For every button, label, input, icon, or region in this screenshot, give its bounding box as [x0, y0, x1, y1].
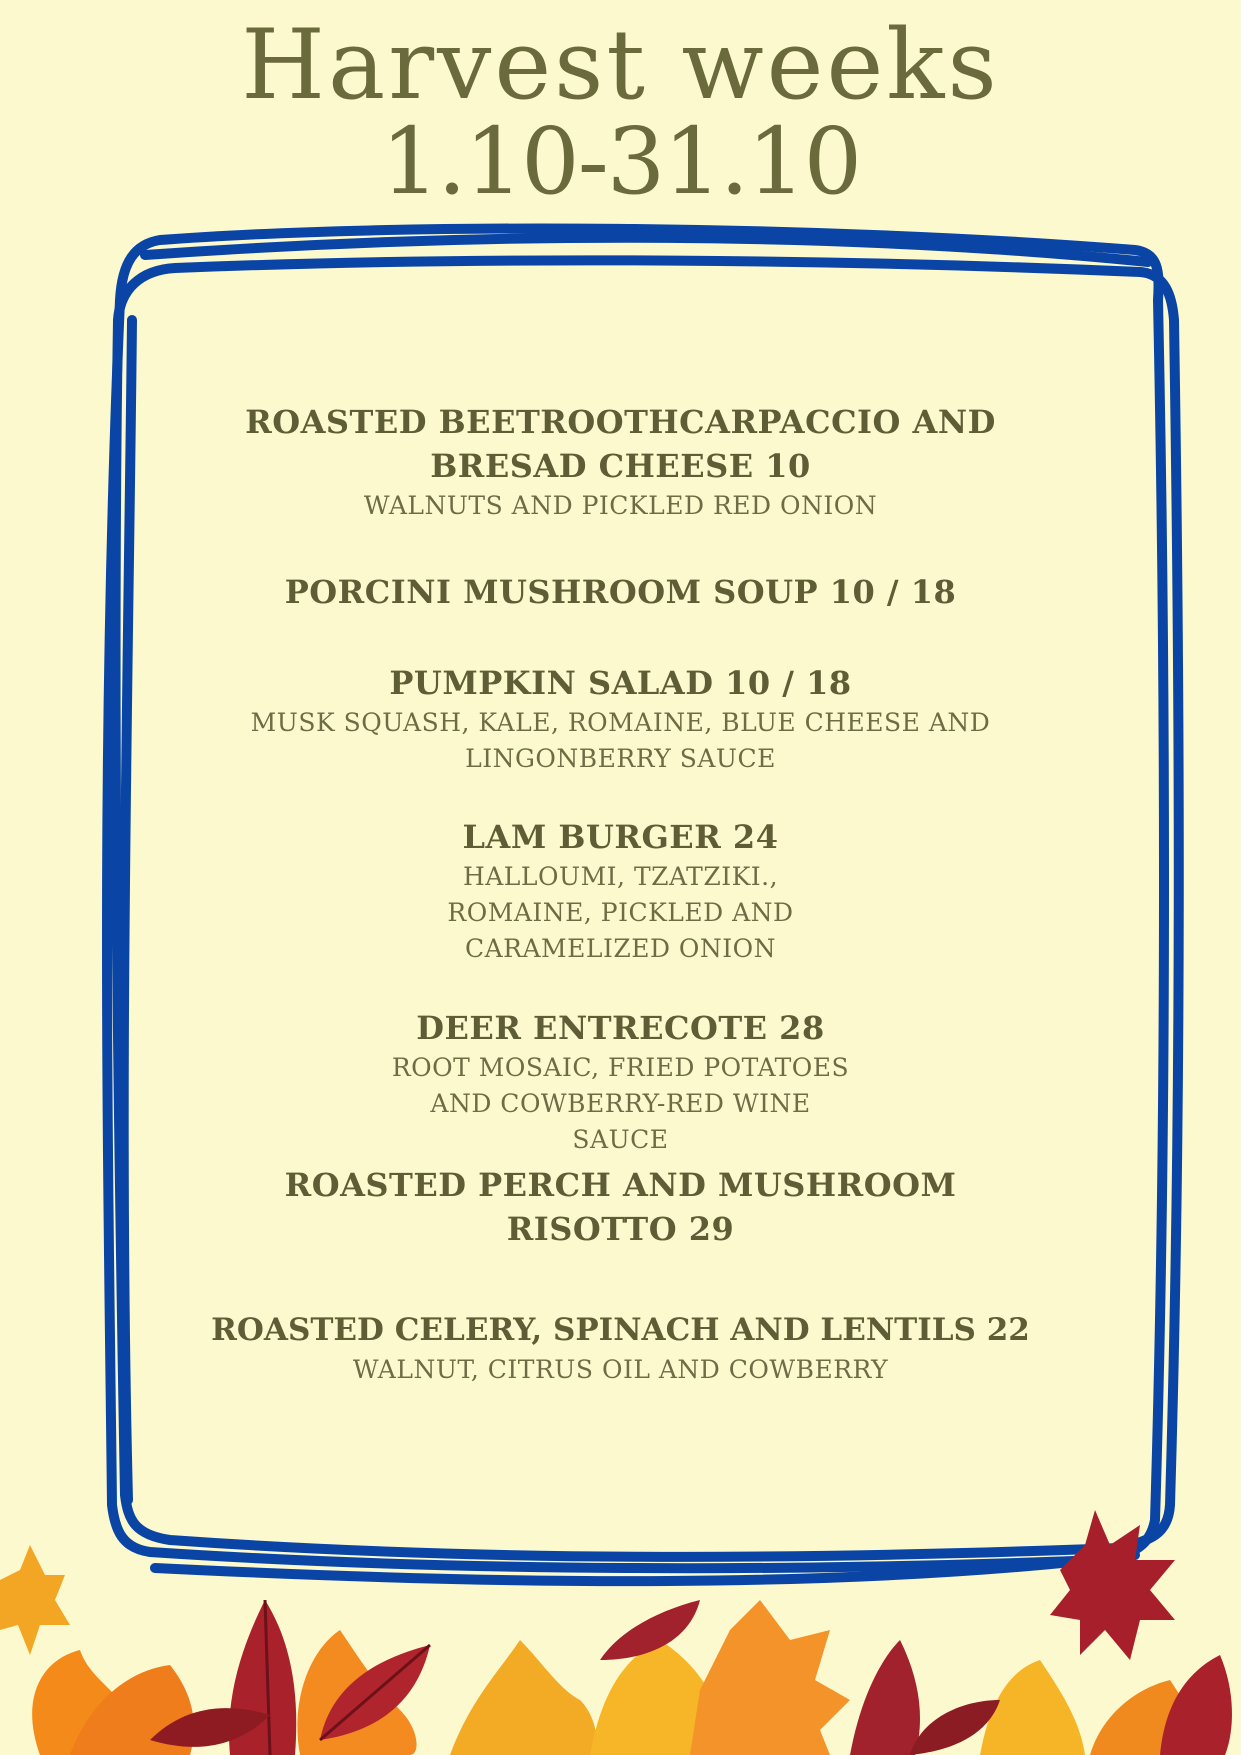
- menu-item-name: PORCINI MUSHROOM SOUP 10 / 18: [284, 573, 957, 611]
- maple-leaf-icon: [450, 1640, 597, 1755]
- menu-item-name: ROASTED BEETROOTHCARPACCIO AND BRESAD CHEESE 10: [245, 403, 996, 485]
- menu-item-name: LAM BURGER 24: [462, 818, 779, 856]
- menu-item-description: WALNUTS AND PICKLED RED ONION: [363, 491, 878, 520]
- red-leaf-icon: [850, 1640, 920, 1755]
- maple-leaf-icon: [1050, 1510, 1175, 1660]
- menu-item-description: HALLOUMI, TZATZIKI., ROMAINE, PICKLED AND CARAMELIZED ONION: [447, 862, 794, 963]
- menu-title: Harvest weeks: [241, 9, 1000, 121]
- menu-item-description: MUSK SQUASH, KALE, ROMAINE, BLUE CHEESE AND LINGONBERRY SAUCE: [250, 708, 991, 773]
- menu-dates: 1.10-31.10: [380, 108, 861, 215]
- menu-item-name: PUMPKIN SALAD 10 / 18: [389, 664, 852, 702]
- maple-leaf-icon: [0, 1545, 70, 1655]
- menu-item-name: ROASTED CELERY, SPINACH AND LENTILS 22: [211, 1312, 1030, 1348]
- maple-leaf-icon: [690, 1600, 850, 1755]
- menu-item-name: ROASTED PERCH AND MUSHROOM RISOTTO 29: [284, 1166, 957, 1248]
- menu-item-name: DEER ENTRECOTE 28: [416, 1009, 825, 1047]
- menu-item-description: WALNUT, CITRUS OIL AND COWBERRY: [352, 1355, 889, 1384]
- red-leaf-icon: [600, 1600, 700, 1660]
- menu-item-description: ROOT MOSAIC, FRIED POTATOES AND COWBERRY-RED WINE SAUCE: [391, 1053, 850, 1154]
